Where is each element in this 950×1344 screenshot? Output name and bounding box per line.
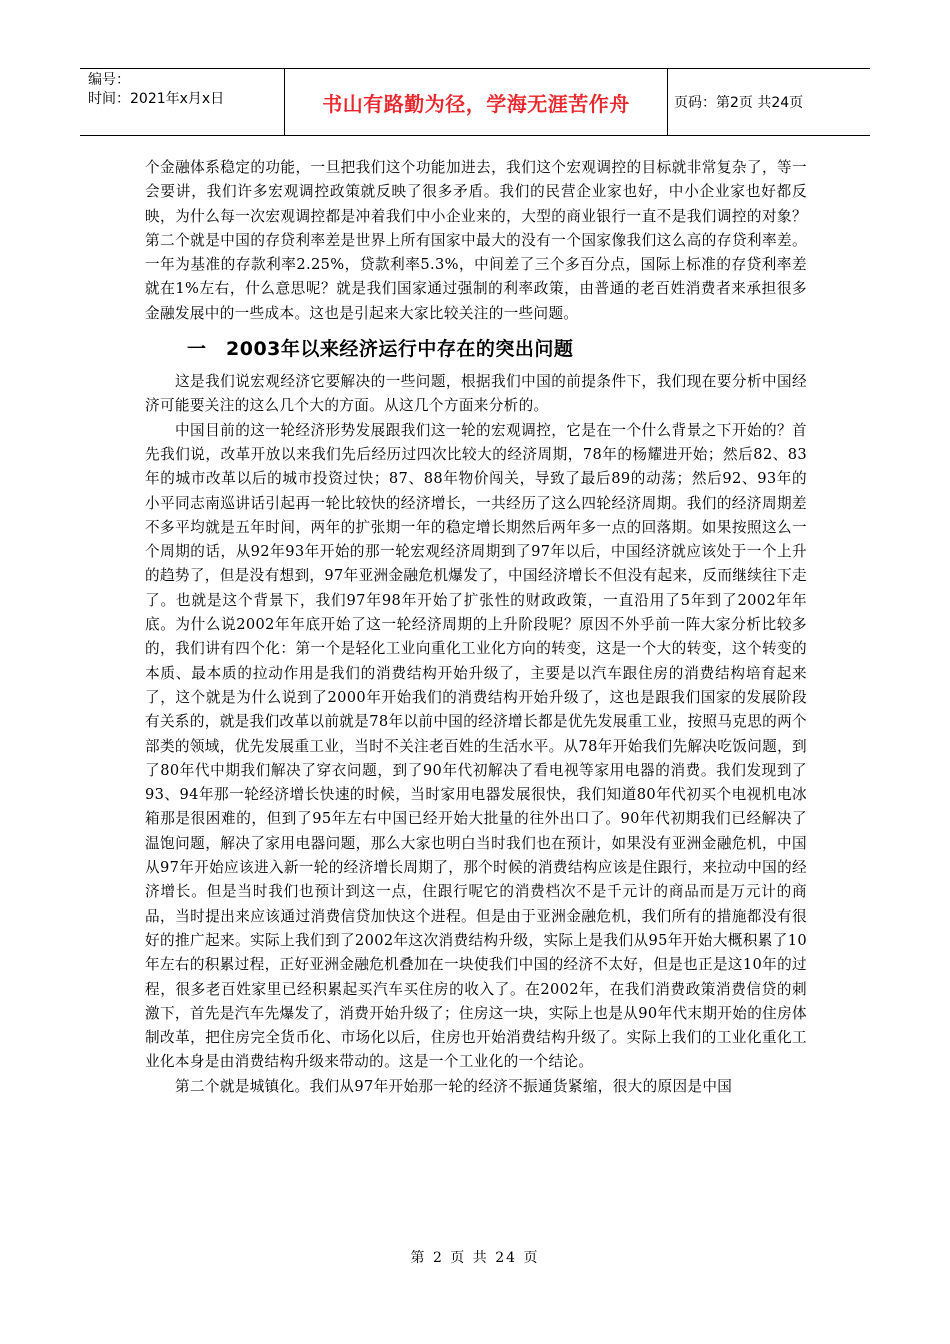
footer-page-number: 第 2 页 共 24 页 [410,1250,540,1266]
document-date-label: 时间：2021年x月x日 [88,91,225,107]
header-page-cell [668,69,870,135]
page-header [80,68,870,136]
body-paragraph: 中国目前的这一轮经济形势发展跟我们这一轮的宏观调控，它是在一个什么背景之下开始的？首先我们说，改革开放以来我们先后经历过四次比较大的经济周期，78年的杨耀进开始；然后82、83年的城市改革以后的城市投资过快；87、88年物价闯关，导致了最后89的动荡；然后92、93年的小平同志南巡讲话引起再一轮比较快的经济增长，一共经历了这么四轮经济周期。我们的经济周期差不多平均就是五年时间，两年的扩张期一年的稳定增长期然后两年多一点的回落期。如果按照这么一个周期的话，从92年93年开始的那一轮宏观经济周期到了97年以后，中国经济就应该处于一个上升的趋势了，但是没有想到，97年亚洲金融危机爆发了，中国经济增长不但没有起来，反而继续往下走了。也就是这个背景下，我们97年98年开始了扩张性的财政政策，一直沿用了5年到了2002年年底。为什么说2002年年底开始了这一轮经济周期的上升阶段呢？原因不外乎前一阵大家分析比较多的，我们讲有四个化：第一个是轻化工业向重化工业化方向的转变，这是一个大的转变，这个转变的本质、最本质的拉动作用是我们的消费结构开始升级了，主要是以汽车跟住房的消费结构培育起来了，这个就是为什么说到了2000年开始我们的消费结构开始升级了，这也是跟我们国家的发展阶段有关系的，就是我们改革以前就是78年以前中国的经济增长都是优先发展重工业，按照马克思的两个部类的领域，优先发展重工业，当时不关注老百姓的生活水平。从78年开始我们先解决吃饭问题，到了80年代中期我们解决了穿衣问题，到了90年代初解决了看电视等家用电器的消费。我们发现到了93、94年那一轮经济增长快速的时候，当时家用电器发展很快，我们知道80年代初买个电视机电冰箱那是很困难的，但到了95年左右中国已经开始大批量的往外出口了。90年代初期我们已经解决了温饱问题，解决了家用电器问题，那么大家也明白当时我们也在预计，如果没有亚洲金融危机，中国从97年开始应该进入新一轮的经济增长周期了，那个时候的消费结构应该是住跟行，来拉动中国的经济增长。但是当时我们也预计到这一点，住跟行呢它的消费档次不是千元计的商品而是万元计的商品，当时提出来应该通过消费信贷加快这个进程。但是由于亚洲金融危机，我们所有的措施都没有很好的推广起来。实际上我们到了2002年这次消费结构升级，实际上是我们从95年开始大概积累了10年左右的积累过程，正好亚洲金融危机叠加在一块使我们中国的经济不太好，但是也正是这10年的过程，很多老百姓家里已经积累起买汽车买住房的收入了。在2002年，在我们消费政策消费信贷的刺激下，首先是汽车先爆发了，消费开始升级了；住房这一块，实际上也是从90年代末期开始的住房体制改革，把住房完全货币化、市场化以后，住房也开始消费结构升级了。实际上我们的工业化重化工业化本身是由消费结构升级来带动的。这是一个工业化的一个结论。 [145,421,807,1071]
body-paragraph: 个金融体系稳定的功能，一旦把我们这个功能加进去，我们这个宏观调控的目标就非常复杂了，等一会要讲，我们许多宏观调控政策就反映了很多矛盾。我们的民营企业家也好，中小企业家也好都反映，为什么每一次宏观调控都是冲着我们中小企业来的，大型的商业银行一直不是我们调控的对象？第二个就是中国的存贷利率差是世界上所有国家中最大的没有一个国家像我们这么高的存贷利率差。一年为基准的存款利率2.25%，贷款利率5.3%，中间差了三个多百分点，国际上标准的存贷利率差就在1%左右，什么意思呢？就是我们国家通过强制的利率政策，由普通的老百姓消费者来承担很多金融发展中的一些成本。这也是引起来大家比较关注的一些问题。 [145,159,807,322]
body-paragraph: 第二个就是城镇化。我们从97年开始那一轮的经济不振通货紧缩，很大的原因是中国 [175,1077,733,1095]
header-motto-cell [284,69,668,135]
section-heading: 一 2003年以来经济运行中存在的突出问题 [187,338,574,361]
body-paragraph: 这是我们说宏观经济它要解决的一些问题，根据我们中国的前提条件下，我们现在要分析中国经济可能要关注的这么几个大的方面。从这几个方面来分析的。 [145,373,807,415]
document-number-label: 编号： [88,72,130,88]
document-body [145,156,807,1099]
header-motto: 书山有路勤为径，学海无涯苦作舟 [322,91,630,116]
header-meta-cell [80,69,284,135]
page-footer [0,1247,950,1267]
header-page-info: 页码：第2页 共24页 [674,95,804,111]
